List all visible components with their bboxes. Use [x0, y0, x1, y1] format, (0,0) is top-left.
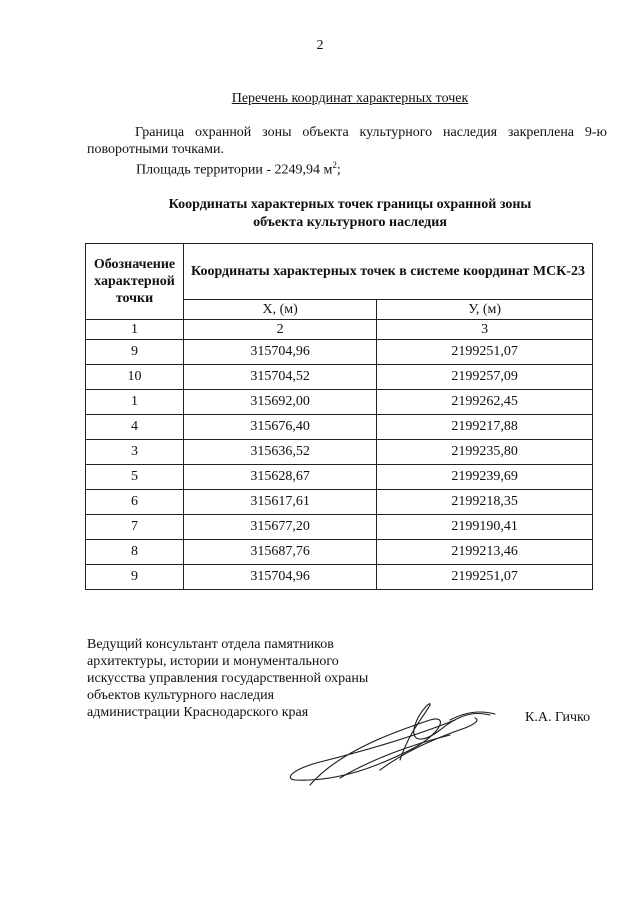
x-coordinate-cell: 315687,76 [184, 540, 377, 565]
area-superscript: 2 [332, 160, 337, 170]
x-coordinate-cell: 315704,96 [184, 565, 377, 590]
x-coordinate-cell: 315636,52 [184, 440, 377, 465]
y-coordinate-cell: 2199218,35 [377, 490, 593, 515]
table-row [86, 565, 593, 590]
table-row [86, 365, 593, 390]
column-number: 2 [184, 320, 377, 340]
table-row [86, 440, 593, 465]
table-row [86, 390, 593, 415]
area-tail: ; [336, 162, 341, 178]
x-coordinate-cell: 315704,52 [184, 365, 377, 390]
x-coordinate-cell: 315692,00 [184, 390, 377, 415]
boundary-paragraph [87, 124, 607, 158]
column-number: 1 [86, 320, 184, 340]
y-coordinate-cell: 2199251,07 [377, 340, 593, 365]
column-number-row [86, 320, 593, 340]
point-cell: 9 [86, 565, 184, 590]
signer-name: К.А. Гичко [525, 710, 591, 725]
point-cell: 5 [86, 465, 184, 490]
point-cell: 9 [86, 340, 184, 365]
y-coordinate-cell: 2199235,80 [377, 440, 593, 465]
list-heading: Перечень координат характерных точек [231, 91, 469, 106]
point-cell: 8 [86, 540, 184, 565]
point-cell: 7 [86, 515, 184, 540]
table-row [86, 515, 593, 540]
y-coordinate-cell: 2199239,69 [377, 465, 593, 490]
y-coordinate-cell: 2199190,41 [377, 515, 593, 540]
area-paragraph [136, 157, 640, 179]
x-coordinate-cell: 315617,61 [184, 490, 377, 515]
table-title-line2: объекта культурного наследия [253, 215, 447, 230]
column-number: 3 [377, 320, 593, 340]
signature-title-line: архитектуры, истории и монументального [87, 654, 339, 669]
table-title-line1: Координаты характерных точек границы охранной зоны [168, 197, 532, 212]
coordinates-table [85, 243, 593, 590]
signature-title-line: администрации Краснодарского края [87, 705, 309, 720]
x-coordinate-cell: 315677,20 [184, 515, 377, 540]
table-row [86, 340, 593, 365]
table-row [86, 490, 593, 515]
table-title [0, 196, 640, 232]
table-row [86, 465, 593, 490]
x-coordinate-cell: 315704,96 [184, 340, 377, 365]
handwritten-signature [280, 690, 510, 800]
signature-title-line: искусства управления государственной охраны [87, 671, 369, 686]
y-coordinate-cell: 2199257,09 [377, 365, 593, 390]
point-cell: 3 [86, 440, 184, 465]
signature-title-line: Ведущий консультант отдела памятников [87, 637, 334, 652]
point-cell: 1 [86, 390, 184, 415]
page-number: 2 [316, 38, 324, 53]
table-row [86, 415, 593, 440]
coordinates-group-header: Координаты характерных точек в системе координат МСК-23 [184, 244, 593, 300]
boundary-paragraph-line2: поворотными точками. [87, 142, 224, 157]
x-coordinate-cell: 315676,40 [184, 415, 377, 440]
y-coordinate-cell: 2199217,88 [377, 415, 593, 440]
x-header: Х, (м) [184, 300, 377, 320]
y-coordinate-cell: 2199213,46 [377, 540, 593, 565]
boundary-paragraph-line1: Граница охранной зоны объекта культурного наследия закреплена 9-ю [135, 125, 607, 140]
x-coordinate-cell: 315628,67 [184, 465, 377, 490]
point-cell: 6 [86, 490, 184, 515]
table-row [86, 540, 593, 565]
signature-title-line: объектов культурного наследия [87, 688, 275, 703]
y-header: У, (м) [377, 300, 593, 320]
y-coordinate-cell: 2199262,45 [377, 390, 593, 415]
table-body [86, 340, 593, 590]
point-cell: 4 [86, 415, 184, 440]
point-cell: 10 [86, 365, 184, 390]
point-designation-header: Обозначение характерной точки [86, 244, 184, 320]
area-text: Площадь территории - 2249,94 м [136, 162, 333, 178]
y-coordinate-cell: 2199251,07 [377, 565, 593, 590]
